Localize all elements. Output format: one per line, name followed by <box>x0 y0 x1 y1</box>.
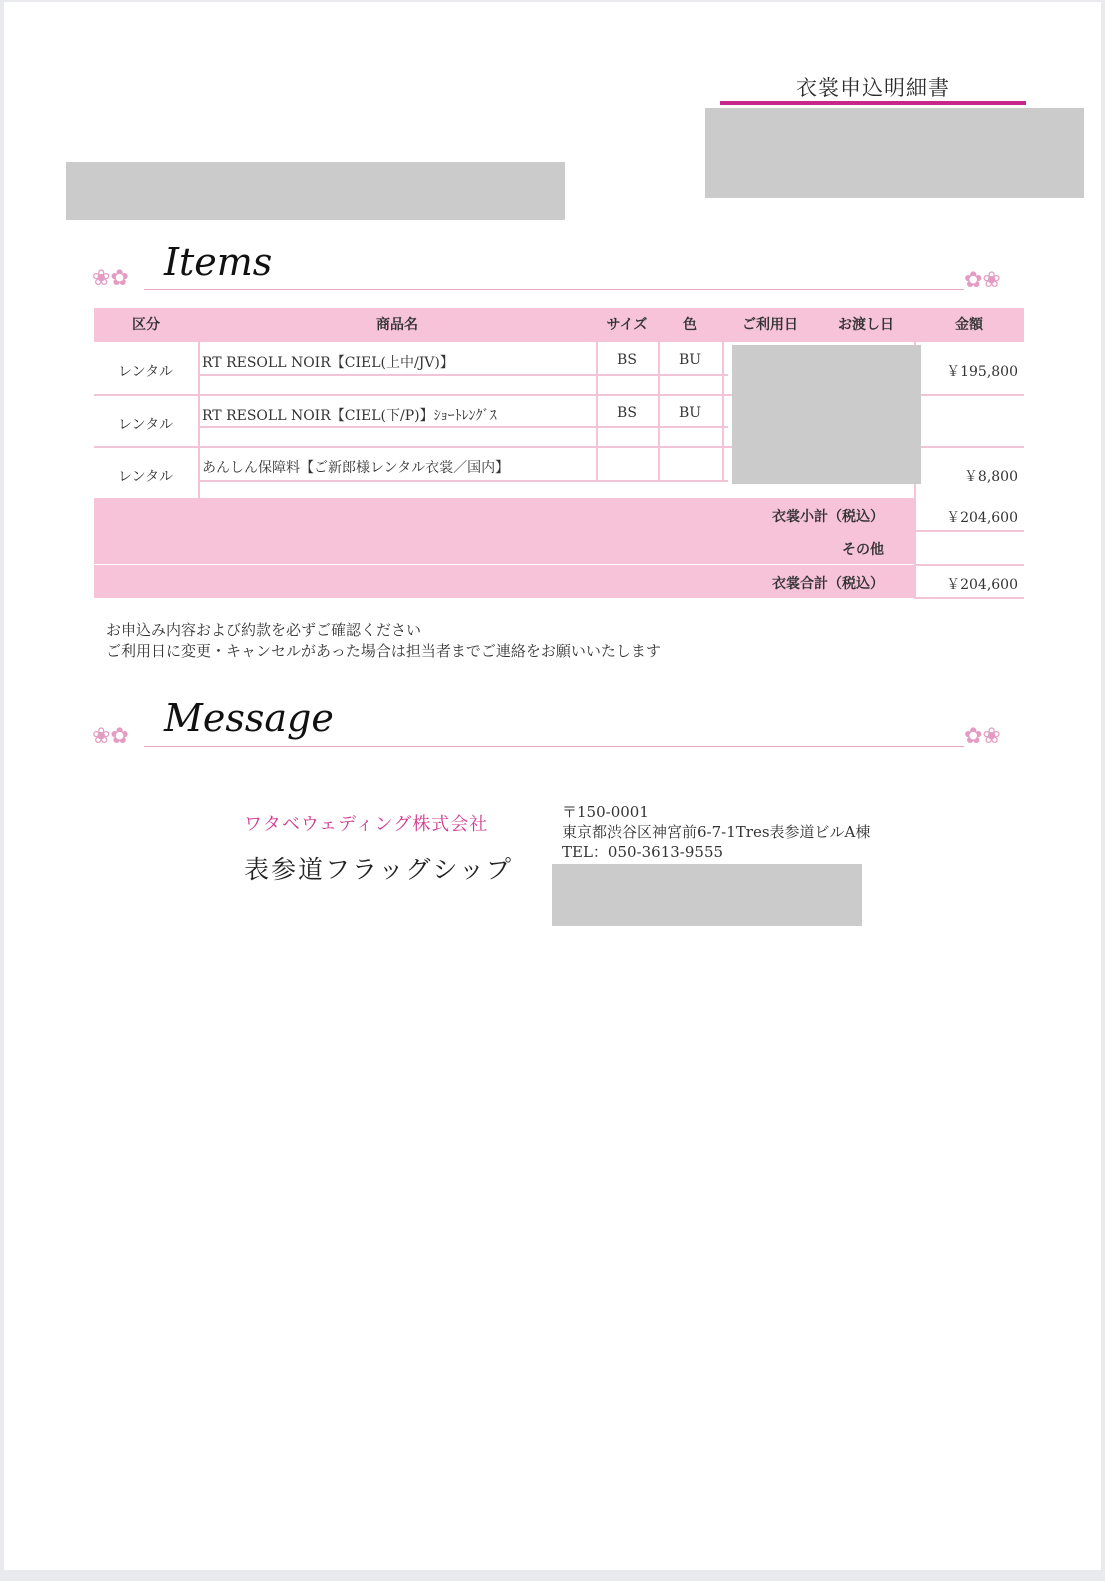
address: 東京都渋谷区神宮前6-7-1Tres表参道ビルA棟 <box>562 823 871 841</box>
title-underline <box>720 101 1026 105</box>
row-divider <box>914 564 1024 566</box>
floral-ornament-icon: ❀✿ <box>92 724 129 749</box>
redacted-block <box>732 345 921 484</box>
document-title: 衣裳申込明細書 <box>796 76 950 100</box>
items-section-title: Items <box>164 240 273 284</box>
col-header-use-date: ご利用日 <box>742 317 798 333</box>
table-header <box>94 308 1024 342</box>
redacted-block <box>705 108 1084 198</box>
floral-ornament-icon: ❀✿ <box>92 266 129 291</box>
row-amount: ￥8,800 <box>963 469 1018 485</box>
col-header-item-name: 商品名 <box>376 317 418 333</box>
store-name: 表参道フラッグシップ <box>244 855 514 884</box>
row-color: BU <box>678 352 702 368</box>
row-color: BU <box>678 405 702 421</box>
floral-ornament-icon: ✿❀ <box>964 724 1001 749</box>
redacted-block <box>66 162 565 220</box>
other-label: その他 <box>842 542 884 558</box>
col-header-color: 色 <box>683 317 697 333</box>
column-divider <box>722 342 724 482</box>
shop-address-block <box>562 802 870 862</box>
section-divider <box>144 289 964 290</box>
total-value: ￥204,600 <box>946 577 1018 593</box>
company-name: ワタベウェディング株式会社 <box>244 814 489 835</box>
notes <box>106 620 661 662</box>
row-category: レンタル <box>118 469 174 485</box>
row-divider <box>914 530 1024 532</box>
summary-band <box>94 565 914 598</box>
note-line: ご利用日に変更・キャンセルがあった場合は担当者までご連絡をお願いいたします <box>106 642 661 660</box>
phone: TEL：050-3613-9555 <box>562 843 724 861</box>
subtotal-label: 衣裳小計（税込） <box>772 509 884 525</box>
section-divider <box>144 746 964 747</box>
row-divider <box>198 374 728 376</box>
row-size: BS <box>617 352 637 368</box>
col-header-size: サイズ <box>606 317 648 333</box>
column-divider <box>198 342 200 498</box>
row-divider <box>914 597 1024 599</box>
redacted-block <box>552 864 862 926</box>
message-section-title: Message <box>164 696 334 740</box>
row-item-name: RT RESOLL NOIR【CIEL(上中/JV)】 <box>202 355 454 371</box>
row-category: レンタル <box>118 417 174 433</box>
floral-ornament-icon: ✿❀ <box>964 268 1001 293</box>
row-item-name: RT RESOLL NOIR【CIEL(下/P)】ｼｮｰﾄﾚﾝｸﾞｽ <box>202 408 497 424</box>
postal-code: 〒150-0001 <box>562 803 649 821</box>
note-line: お申込み内容および約款を必ずご確認ください <box>106 621 422 639</box>
subtotal-value: ￥204,600 <box>946 510 1018 526</box>
total-label: 衣裳合計（税込） <box>772 576 884 592</box>
row-item-name: あんしん保障料【ご新郎様レンタル衣裳／国内】 <box>202 460 510 476</box>
col-header-amount: 金額 <box>955 317 983 333</box>
col-header-category: 区分 <box>132 317 160 333</box>
row-divider <box>198 426 728 428</box>
row-category: レンタル <box>118 364 174 380</box>
row-amount: ￥195,800 <box>946 364 1018 380</box>
document-page <box>4 2 1101 1570</box>
row-divider <box>198 480 728 482</box>
row-size: BS <box>617 405 637 421</box>
summary-band <box>94 498 914 531</box>
summary-band <box>94 531 914 564</box>
col-header-delivery-date: お渡し日 <box>838 317 894 333</box>
